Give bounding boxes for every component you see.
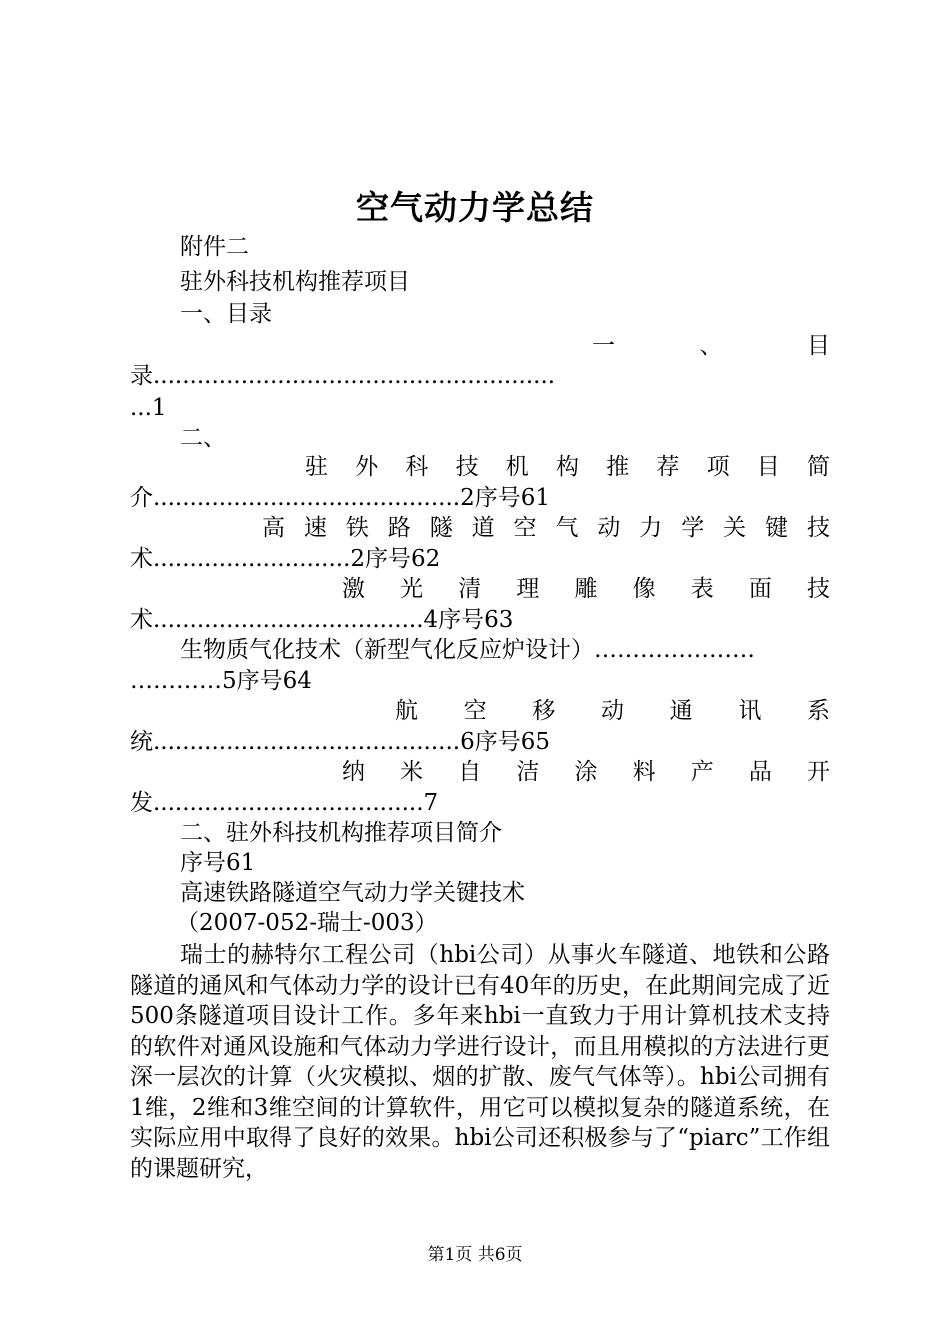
toc-entry-5-head: 生物质气化技术（新型气化反应炉设计）………………… [180,637,755,663]
document-title: 空气动力学总结 [356,188,594,227]
toc-entry-7-leader: 发.....................................7 [130,790,439,816]
toc-entry-2-number: 二、 [180,425,226,451]
toc-entry-2-leader: 介..........................................2序号61 [130,485,550,511]
toc-entry-3-leader: 术...........................2序号62 [130,546,441,572]
item-number: 序号61 [180,850,256,876]
toc-entry-6-leader: 统..........................................6序号65 [130,729,550,755]
item-title: 高速铁路隧道空气动力学关键技术 [180,880,525,906]
toc-entry-1-leader: 录....................................................... [130,363,556,389]
attachment-label: 附件二 [180,234,249,260]
toc-entry-4-head: 激光清理雕像表面技 [342,576,830,602]
toc-entry-2-head: 驻外科技机构推荐项目简 [305,454,830,480]
section-heading: 驻外科技机构推荐项目 [180,269,410,295]
toc-entry-6-head: 航空移动通讯系 [395,698,830,724]
toc-entry-3-head: 高速铁路隧道空气动力学关键技 [262,515,830,541]
toc-entry-1-head: 一、目 [592,333,830,359]
page-footer: 第1页 共6页 [427,1245,523,1265]
section-two-heading: 二、驻外科技机构推荐项目简介 [180,820,502,846]
toc-entry-4-leader: 术.....................................4序号63 [130,607,514,633]
toc-entry-7-head: 纳米自洁涂料产品开 [342,759,830,785]
toc-entry-5-leader: …………5序号64 [130,668,312,694]
item-code: （2007-052-瑞士-003） [176,910,438,936]
toc-entry-1-page: ...1 [130,395,167,421]
body-paragraph: 瑞士的赫特尔工程公司（hbi公司）从事火车隧道、地铁和公路隧道的通风和气体动力学的设计已有40年的历史，在此期间完成了近500条隧道项目设计工作。多年来hbi一直致力于用计算机技术支持的软件对通风设施和气体动力学进行设计，而且用模拟的方法进行更深一层次的计算（火灾模拟、烟的扩散、废气气体等）。hbi公司拥有1维，2维和3维空间的计算软件，用它可以模拟复杂的隧道系统，在实际应用中取得了良好的效果。hbi公司还积极参与了“piarc”工作组的课题研究， [130,942,830,1182]
toc-heading: 一、目录 [180,301,272,327]
